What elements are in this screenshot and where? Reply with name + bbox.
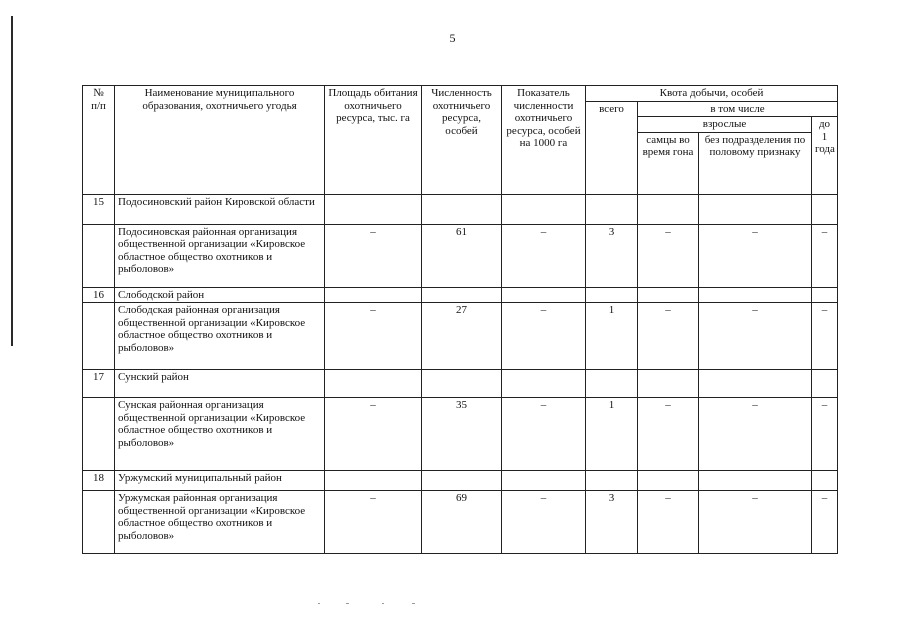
row-number: 15 xyxy=(83,194,115,224)
header-area: Площадь обитания охотничьего ресурса, тыс. га xyxy=(325,86,422,195)
density-value: – xyxy=(502,224,586,287)
males-value: – xyxy=(638,224,699,287)
under1-value: – xyxy=(812,491,838,554)
hunting-quota-table xyxy=(82,85,838,554)
row-number: 18 xyxy=(83,471,115,491)
total-value: 3 xyxy=(586,491,638,554)
header-name: Наименование муниципального образования, охотничьего угодья xyxy=(115,86,325,195)
table-row-organization xyxy=(83,303,838,370)
header-count: Численность охотничьего ресурса, особей xyxy=(422,86,502,195)
row-number: 17 xyxy=(83,370,115,398)
density-value: – xyxy=(502,303,586,370)
district-name: Подосиновский район Кировской области xyxy=(115,194,325,224)
count-value: 69 xyxy=(422,491,502,554)
scan-speck xyxy=(318,603,320,604)
scan-speck xyxy=(346,603,349,604)
header-no-sex-division: без подразделения по половому признаку xyxy=(699,132,812,194)
header-under-one-year: до 1 года xyxy=(812,117,838,195)
district-name: Уржумский муниципальный район xyxy=(115,471,325,491)
table-row-district xyxy=(83,471,838,491)
table-row-district xyxy=(83,370,838,398)
table-row-district xyxy=(83,287,838,303)
area-value: – xyxy=(325,303,422,370)
scan-edge-line xyxy=(11,16,13,346)
nosex-value: – xyxy=(699,398,812,471)
under1-value: – xyxy=(812,303,838,370)
area-value: – xyxy=(325,224,422,287)
scan-speck xyxy=(382,603,384,604)
header-males-rut: самцы во время гона xyxy=(638,132,699,194)
total-value: 1 xyxy=(586,398,638,471)
area-value: – xyxy=(325,491,422,554)
under1-value: – xyxy=(812,224,838,287)
area-value: – xyxy=(325,398,422,471)
organization-name: Сунская районная организация общественной организации «Кировское областное общество охотников и рыболовов» xyxy=(115,398,325,471)
under1-value: – xyxy=(812,398,838,471)
nosex-value: – xyxy=(699,491,812,554)
males-value: – xyxy=(638,303,699,370)
page-number: 5 xyxy=(449,31,456,45)
nosex-value: – xyxy=(699,224,812,287)
total-value: 1 xyxy=(586,303,638,370)
density-value: – xyxy=(502,398,586,471)
males-value: – xyxy=(638,491,699,554)
table-row-organization xyxy=(83,398,838,471)
header-row-number: № п/п xyxy=(83,86,115,195)
organization-name: Уржумская районная организация общественной организации «Кировское областное общество охотников и рыболовов» xyxy=(115,491,325,554)
header-quota: Квота добычи, особей xyxy=(586,86,838,102)
header-density: Показатель численности охотничьего ресурса, особей на 1000 га xyxy=(502,86,586,195)
district-name: Сунский район xyxy=(115,370,325,398)
table-row-organization xyxy=(83,224,838,287)
table-row-district xyxy=(83,194,838,224)
total-value: 3 xyxy=(586,224,638,287)
count-value: 61 xyxy=(422,224,502,287)
count-value: 35 xyxy=(422,398,502,471)
count-value: 27 xyxy=(422,303,502,370)
scan-speck xyxy=(412,603,415,604)
district-name: Слободской район xyxy=(115,287,325,303)
row-number: 16 xyxy=(83,287,115,303)
nosex-value: – xyxy=(699,303,812,370)
table-row-organization xyxy=(83,491,838,554)
males-value: – xyxy=(638,398,699,471)
header-total: всего xyxy=(586,101,638,194)
organization-name: Подосиновская районная организация общественной организации «Кировское областное общество охотников и рыболовов» xyxy=(115,224,325,287)
header-including: в том числе xyxy=(638,101,838,117)
density-value: – xyxy=(502,491,586,554)
header-adults: взрослые xyxy=(638,117,812,133)
organization-name: Слободская районная организация общественной организации «Кировское областное общество охотников и рыболовов» xyxy=(115,303,325,370)
